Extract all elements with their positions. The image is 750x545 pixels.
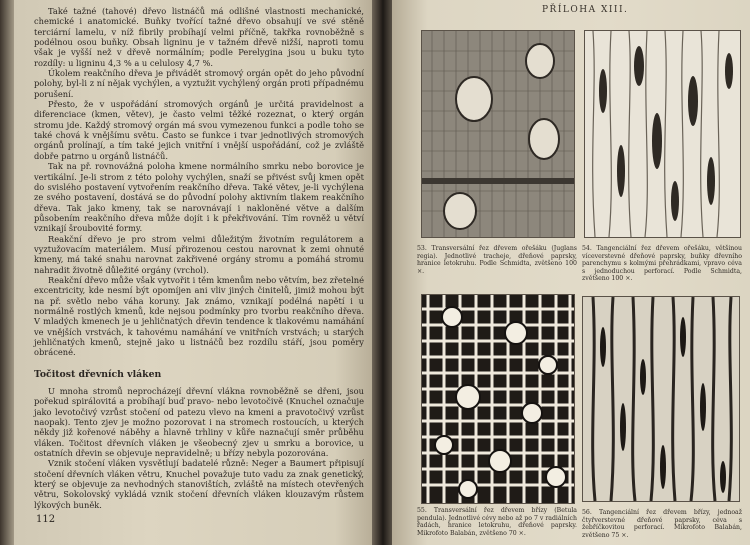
caption-54: 54. Tangenciální řez dřevem ořešáku, většinou víceverstevné dřeňové paprsky, buňky dřevního parenchymu s kolmými přehrádkami, vpravo céva s jednoduchou perforací. Podle Schmidta, zvětšeno 100 ×. [582, 245, 742, 283]
book-gutter [372, 0, 392, 545]
paragraph: Vznik stočení vláken vysvětlují badatelé různě: Neger a Baumert připisují stočení dřevních vláken větru, Knuchel považuje tuto vadu za znak genetický, který se objevuje za nevhodných stanovištích, zvláště na místech otevřených větru, Sokolovský vykládá vznik stočení dřevních vláken klouzavým růstem lýkových buněk. [34, 458, 364, 510]
paragraph: Reakční dřevo je pro strom velmi důležitým životním regulátorem a vyztužovacím materiálem. Musí přirozenou cestou narovnat k zemi ohnuté kmeny, má také snahu narovnat zakřivené orgány stromu a pomáhá stromu nahradit životně důležité orgány (vrchol). [34, 233, 364, 275]
section-title: Točitost dřevních vláken [34, 368, 162, 380]
page-number: 112 [36, 514, 56, 525]
caption-55: 55. Transversální řez dřevem břízy (Betula pendula). Jednotlivé cévy nebo až po 7 v radiálních řadách, hranice letokruhu, dřeňové paprsky. Mikrofoto Balabán, zvětšeno 70 ×. [417, 507, 577, 537]
paragraph: Přesto, že v uspořádání stromových orgánů je určitá pravidelnost a diferenciace (kmen, větev), je často velmi těžké rozeznat, o který orgán stromu jde. Každý stromový orgán má svou vymezenou funkci a podle toho se také chová k vnějšímu světu. Často se funkce i tvar jednotlivých stromových orgánů prolínají, a tím také jejich vnitřní i vnější uspořádání, což je zvláště dobře patrno u orgánů listnáčů. [34, 99, 364, 161]
plate-header: PŘÍLOHA XIII. [542, 5, 629, 15]
paragraph: Také tažné (tahové) dřevo listnáčů má odlišné vlastnosti mechanické, chemické i anatomické. Buňky tvořící tažné dřevo obsahují ve své stěně terciární lamelu, v níž fibrily probíhají velmi příčně, takřka rovnoběžně s podélnou osou buňky. Obsah ligninu je v tažném dřevě nižší, naproti tomu však je vyšší než v dřevě normálním; podle Perelygina jsou u buku tyto rozdíly: u ligninu 4,3 % a u celulosy 4,7 %. [34, 6, 364, 68]
micrograph-56 [582, 296, 740, 502]
caption-53: 53. Transversální řez dřevem ořešáku (Juglans regia). Jednotlivé tracheje, dřeňové paprsky, hranice letokruhu. Podle Schmidta, zvětšeno 100 ×. [417, 245, 577, 275]
micrograph-55 [421, 294, 575, 504]
micrograph-54 [584, 30, 741, 238]
left-page [0, 0, 372, 545]
micrograph-53 [421, 30, 575, 238]
paragraph: Tak na př. rovnovážná poloha kmene normálního smrku nebo borovice je vertikální. Je-li strom z této polohy vychýlen, snaží se přivést svůj kmen opět do svislého postavení vytvořením reakčního dřeva. Také větev, je-li vychýlena ze svého postavení, dostává se do původní polohy aktivním tlakem reakčního dřeva. Tak jako kmeny, tak se narovnávají i nakloněné větve a dalším působením reakčního dřeva může dojít i k překřivování. Tím rovněž u větví vznikají šroubovité formy. [34, 161, 364, 234]
page-edge [0, 0, 14, 545]
body-text [34, 6, 364, 510]
paragraph: Úkolem reakčního dřeva je přivádět stromový orgán opět do jeho původní polohy, byl-li z ní nějak vychýlen, a vyztužit vychýlený orgán proti případnému porušení. [34, 68, 364, 99]
right-page [392, 0, 750, 545]
paragraph: U mnoha stromů neprocházejí dřevní vlákna rovnoběžně se dřeni, jsou pořekud spirálovitá a probíhají buď pravo- nebo levotočivě (Knuchel označuje jako levotočivý vzrůst stočení od patezu vlevo na kmeni a pravotočivý vzrůst naopak). Tento zjev je možno pozorovat i na stromech rostoucích, u kterých někdy již kořenové náběhy a hlavně trhliny v kůře naznačují směr průběhu vláken. Točitost dřevních vláken je všeobecný zjev u smrku a borovice, u ostatních dřevin se objevuje nepravidelně; u břízy nebyla pozorována. [34, 386, 364, 459]
caption-56: 56. Tangenciální řez dřevem břízy, jednoaž čtyřverstevné dřeňové paprsky, céva s žebříčkovitou perforací. Mikrofoto Balabán, zvětšeno 75 ×. [582, 509, 742, 539]
paragraph: Reakční dřevo může však vytvořit i těm kmenům nebo větvím, bez zřetelné excentricity, kde nesmí být opomíjen ani vliv jiných činitelů, jimiž mohou být na př. světlo nebo váha koruny. Jak známo, vznikají podélná napětí i u normálně rostlých kmenů, kde nejsou podmínky pro tvorbu reakčního dřeva. V mladých kmenech je u jehličnatých dřevin tendence k tlakovému namáhání ve vnějších vrstvách, k tahovému namáhání ve vnitřních vrstvách; u starých jehličnatých kmenů, stejně jako u listnáčů bez rozdílu stáří, jsou poměry obrácené. [34, 274, 364, 358]
